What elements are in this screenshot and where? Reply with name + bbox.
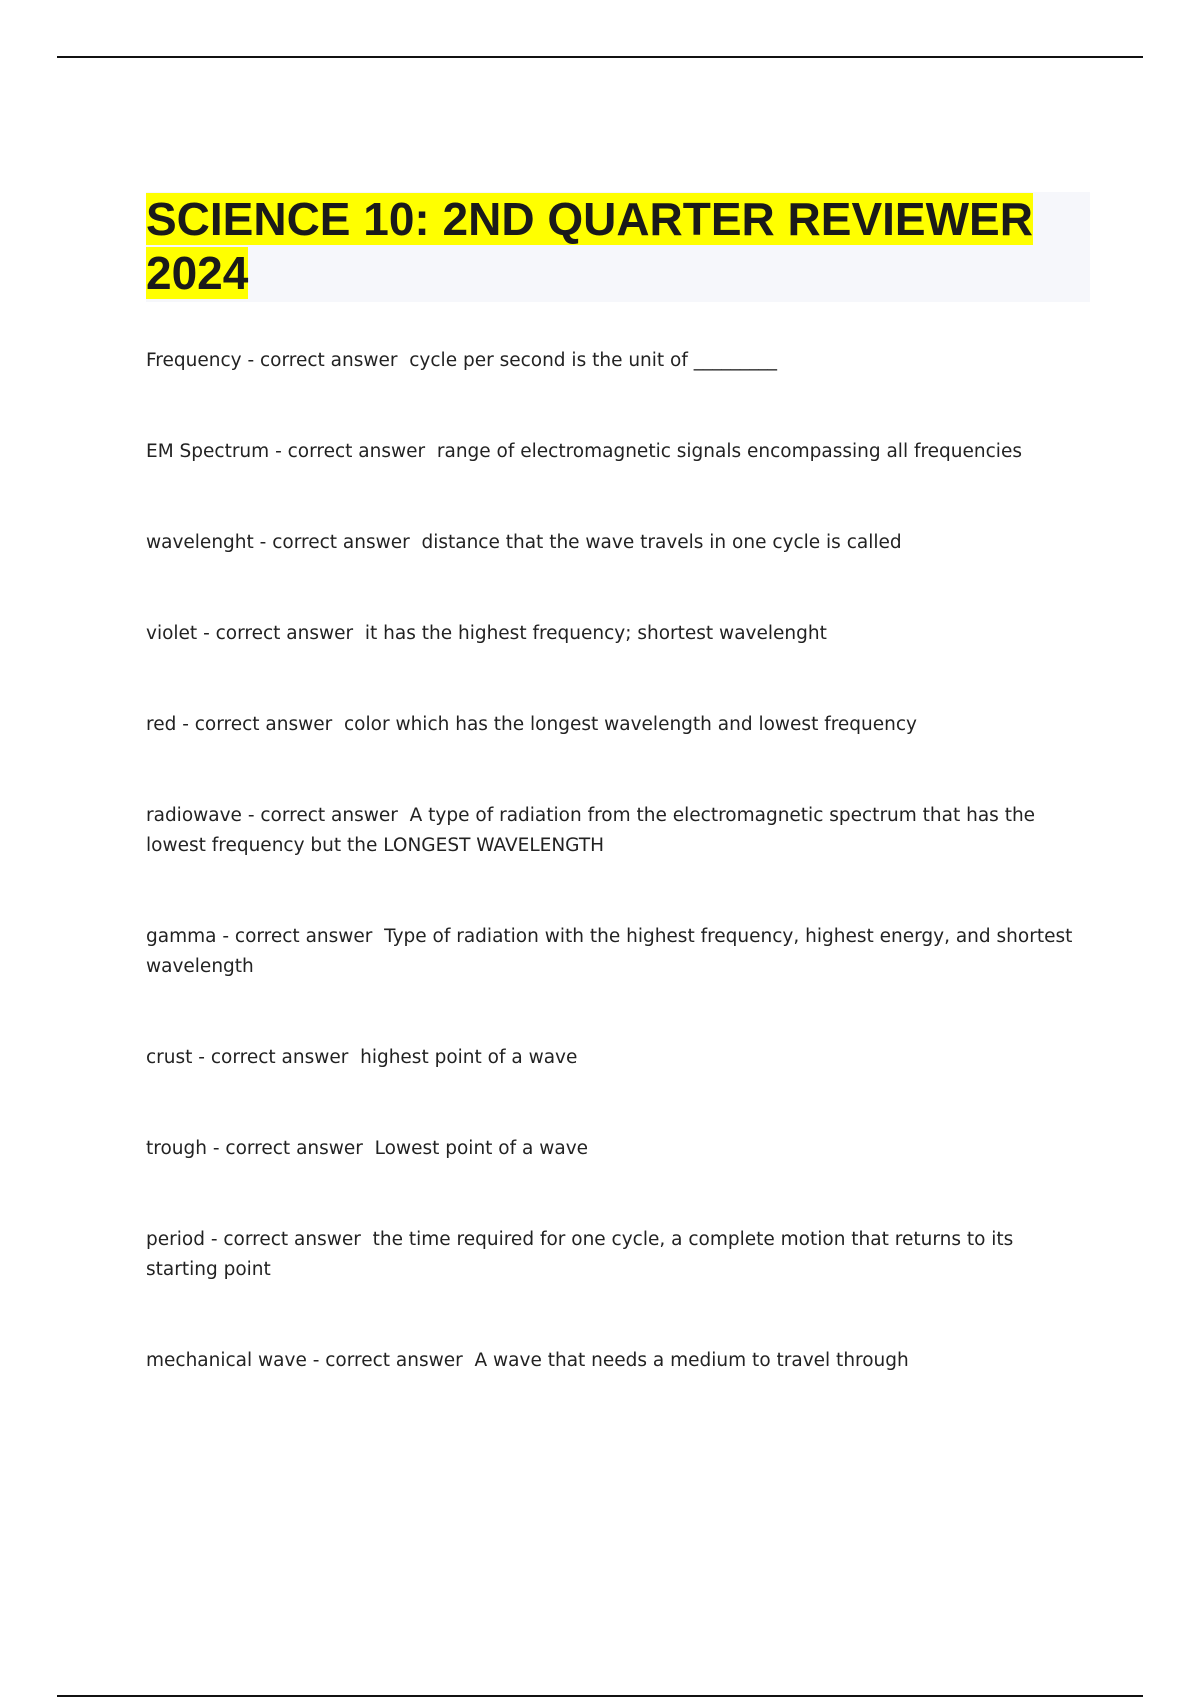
entry-answer: distance that the wave travels in one cycle is called bbox=[421, 532, 902, 553]
list-item bbox=[146, 619, 1086, 649]
entry-term: crust bbox=[146, 1047, 193, 1068]
entry-answer: it has the highest frequency; shortest wavelenght bbox=[364, 623, 827, 644]
top-rule bbox=[57, 56, 1143, 58]
entry-answer-label: correct answer bbox=[260, 350, 398, 371]
entry-answer-label: correct answer bbox=[287, 441, 426, 462]
list-item bbox=[146, 1225, 1086, 1285]
list-item bbox=[146, 922, 1086, 982]
title-highlight: SCIENCE 10: 2ND QUARTER REVIEWER 2024 bbox=[146, 193, 1033, 299]
entry-answer: range of electromagnetic signals encompassing all frequencies bbox=[436, 441, 1022, 462]
entry-separator: - bbox=[176, 714, 195, 735]
entry-answer-label: correct answer bbox=[210, 1047, 349, 1068]
entry-answer-label: correct answer bbox=[272, 532, 410, 553]
entry-answer: Lowest point of a wave bbox=[374, 1138, 589, 1159]
entry-term: Frequency bbox=[146, 350, 242, 371]
entry-answer-label: correct answer bbox=[194, 714, 333, 735]
entry-separator: - bbox=[204, 1229, 224, 1250]
entry-term: EM Spectrum bbox=[146, 441, 270, 462]
entry-answer-label: correct answer bbox=[225, 1138, 363, 1159]
entry-separator: - bbox=[241, 805, 261, 826]
entry-term: red bbox=[146, 714, 177, 735]
list-item bbox=[146, 346, 1086, 376]
list-item bbox=[146, 1134, 1086, 1164]
entry-separator: - bbox=[216, 926, 235, 947]
entry-answer-label: correct answer bbox=[325, 1350, 463, 1371]
entry-answer: highest point of a wave bbox=[360, 1047, 578, 1068]
entry-answer-label: correct answer bbox=[223, 1229, 361, 1250]
list-item bbox=[146, 528, 1086, 558]
entry-answer-label: correct answer bbox=[260, 805, 398, 826]
entry-term: trough bbox=[146, 1138, 207, 1159]
list-item bbox=[146, 1346, 1086, 1376]
document-title bbox=[146, 192, 1090, 300]
entry-separator: - bbox=[197, 623, 216, 644]
entry-answer: Type of radiation with the highest frequency, highest energy, and shortest wavelength bbox=[146, 926, 1073, 977]
entry-separator: - bbox=[206, 1138, 226, 1159]
entry-term: radiowave bbox=[146, 805, 242, 826]
entry-term: gamma bbox=[146, 926, 217, 947]
entry-term: violet bbox=[146, 623, 198, 644]
entry-answer: cycle per second is the unit of _________ bbox=[409, 350, 778, 371]
entry-separator: - bbox=[253, 532, 273, 553]
entry-separator: - bbox=[192, 1047, 211, 1068]
entry-separator: - bbox=[306, 1350, 326, 1371]
flashcard-list bbox=[146, 346, 1086, 1437]
entry-term: mechanical wave bbox=[146, 1350, 307, 1371]
entry-answer: A wave that needs a medium to travel through bbox=[474, 1350, 909, 1371]
bottom-rule bbox=[57, 1695, 1143, 1697]
list-item bbox=[146, 710, 1086, 740]
entry-answer: A type of radiation from the electromagnetic spectrum that has the lowest frequency but the LONGEST WAVELENGTH bbox=[146, 805, 1036, 856]
list-item bbox=[146, 801, 1086, 861]
list-item bbox=[146, 437, 1086, 467]
entry-answer-label: correct answer bbox=[215, 623, 354, 644]
entry-answer: color which has the longest wavelength and lowest frequency bbox=[344, 714, 917, 735]
entry-separator: - bbox=[269, 441, 288, 462]
entry-answer: the time required for one cycle, a complete motion that returns to its starting point bbox=[146, 1229, 1014, 1280]
entry-answer-label: correct answer bbox=[234, 926, 373, 947]
entry-term: period bbox=[146, 1229, 205, 1250]
entry-separator: - bbox=[241, 350, 261, 371]
entry-term: wavelenght bbox=[146, 532, 254, 553]
list-item bbox=[146, 1043, 1086, 1073]
